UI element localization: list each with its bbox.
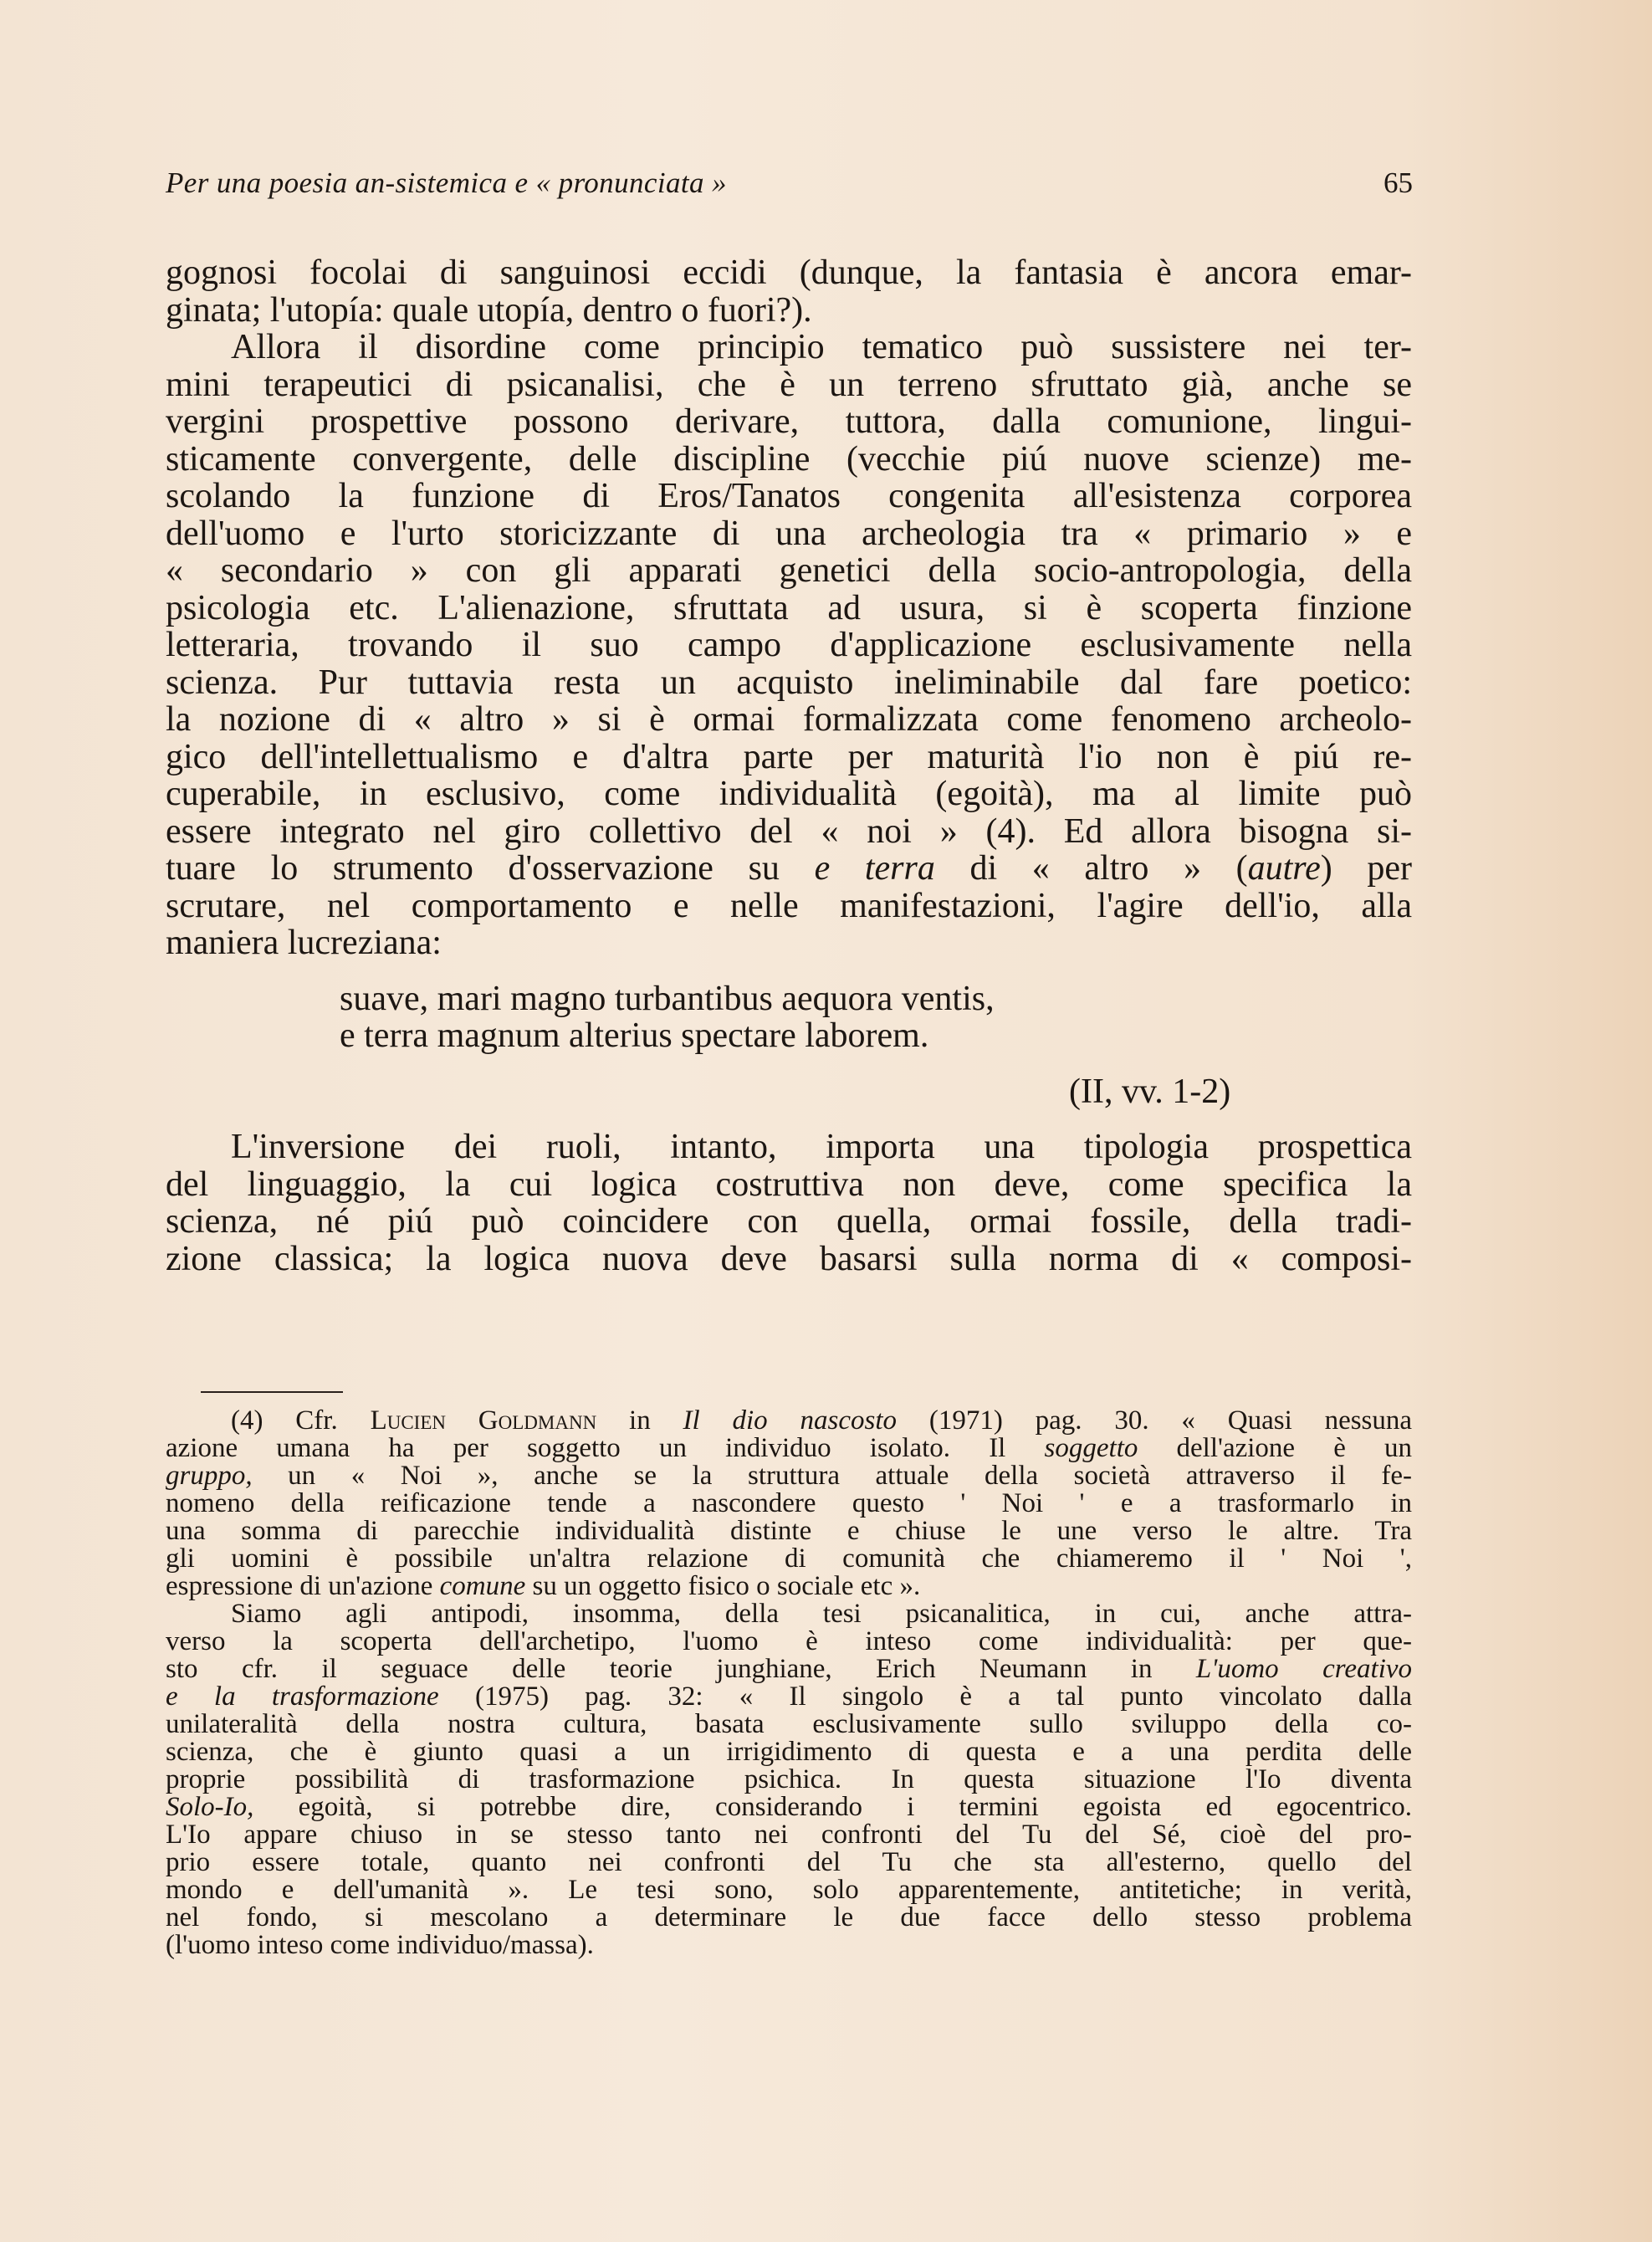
- text-span: (1975) pag. 32: « Il singolo è a tal punto vincolato dalla: [474, 1682, 1413, 1712]
- footnote-line: Siamo agli antipodi, insomma, della tesi psicanalitica, in cui, anche attra-: [231, 1599, 1412, 1629]
- italic-span: soggetto: [1044, 1433, 1138, 1463]
- text-line: del linguaggio, la cui logica costruttiva non deve, come specifica la: [166, 1165, 1412, 1204]
- footnote-line: una somma di parecchie individualità distinte e chiuse le une verso le altre. Tra: [166, 1516, 1412, 1546]
- text-span: di « altro »: [969, 849, 1202, 888]
- text-line: dell'uomo e l'urto storicizzante di una archeologia tra « primario » e: [166, 514, 1412, 553]
- italic-span: comune: [439, 1571, 526, 1601]
- footnote-line: [166, 1435, 1412, 1462]
- text-line: gico dell'intellettualismo e d'altra parte per maturità l'io non è piú re-: [166, 737, 1412, 776]
- footnote-line: [166, 1407, 1412, 1435]
- italic-span: Solo-Io,: [166, 1792, 254, 1822]
- text-line: vergini prospettive possono derivare, tuttora, dalla comunione, lingui-: [166, 402, 1412, 441]
- text-span: (4) Cfr.: [231, 1405, 338, 1436]
- author-name: Lucien Goldmann: [370, 1405, 597, 1436]
- footnote: [166, 1407, 1412, 1959]
- footnote-line: L'Io appare chiuso in se stesso tanto nei confronti del Tu del Sé, cioè del pro-: [166, 1820, 1412, 1850]
- text-span: per: [1367, 849, 1413, 888]
- text-line: mini terapeutici di psicanalisi, che è un terreno sfruttato già, anche se: [166, 365, 1412, 404]
- italic-span: L'uomo creativo: [1195, 1654, 1413, 1684]
- text-span: azione umana ha per soggetto un individuo isolato. Il: [166, 1433, 1006, 1463]
- text-line: scrutare, nel comportamento e nelle manifestazioni, l'agire dell'io, alla: [166, 886, 1412, 925]
- verse-line: e terra magnum alterius spectare laborem.: [340, 1016, 929, 1055]
- page-number: 65: [1383, 166, 1413, 199]
- spacer: [166, 1110, 1412, 1129]
- footnote-line: [166, 1656, 1412, 1683]
- footnote-line: gli uomini è possibile un'altra relazione di comunità che chiameremo il ' Noi ',: [166, 1543, 1412, 1574]
- footnote-line: [166, 1462, 1412, 1490]
- footnote-line: unilateralità della nostra cultura, basata esclusivamente sullo sviluppo della co-: [166, 1709, 1412, 1739]
- footnote-line: proprie possibilità di trasformazione psichica. In questa situazione l'Io diventa: [166, 1764, 1412, 1794]
- text-line: ginata; l'utopía: quale utopía, dentro o fuori?).: [166, 290, 812, 330]
- text-line: « secondario » con gli apparati genetici della socio-antropologia, della: [166, 551, 1412, 590]
- text-line: gognosi focolai di sanguinosi eccidi (dunque, la fantasia è ancora emar-: [166, 253, 1412, 292]
- footnote-line: (l'uomo inteso come individuo/massa).: [166, 1930, 594, 1960]
- text-line: sticamente convergente, delle discipline (vecchie piú nuove scienze) me-: [166, 439, 1412, 479]
- text-line: la nozione di « altro » si è ormai formalizzata come fenomeno archeolo-: [166, 700, 1412, 739]
- text-span: espressione di un'azione: [166, 1571, 433, 1601]
- text-line: scolando la funzione di Eros/Tanatos congenita all'esistenza corporea: [166, 477, 1412, 515]
- text-span: in: [629, 1405, 651, 1436]
- italic-span: e terra: [814, 849, 935, 888]
- text-span: egoità, si potrebbe dire, considerando i termini egoista ed egocentrico.: [298, 1792, 1412, 1822]
- text-span: un « Noi », anche se la struttura attuale della società attraverso il fe-: [288, 1461, 1413, 1491]
- running-title: Per una poesia an-sistemica e « pronunciata »: [166, 166, 727, 199]
- verse-reference: (II, vv. 1-2): [1069, 1072, 1231, 1111]
- footnote-line: [166, 1573, 1412, 1600]
- text-span: su un oggetto fisico o sociale etc ».: [532, 1571, 921, 1601]
- italic-span: e la trasformazione: [166, 1682, 439, 1712]
- italic-span: Il dio nascosto: [683, 1405, 898, 1436]
- text-span: sto cfr. il seguace delle teorie junghiane, Erich Neumann in: [166, 1654, 1153, 1684]
- footnote-divider: [201, 1391, 343, 1393]
- text-line: scienza. Pur tuttavia resta un acquisto ineliminabile dal fare poetico:: [166, 663, 1412, 702]
- text-span: tuare lo strumento d'osservazione su: [166, 849, 780, 888]
- text-line: letteraria, trovando il suo campo d'applicazione esclusivamente nella: [166, 626, 1412, 664]
- text-line: tuare lo strumento d'osservazione su e terra di « altro » (autre) per: [166, 849, 1413, 888]
- text-line: zione classica; la logica nuova deve basarsi sulla norma di « composi-: [166, 1239, 1412, 1278]
- text-line: scienza, né piú può coincidere con quella, ormai fossile, della tradi-: [166, 1202, 1412, 1241]
- spacer: [166, 1055, 1412, 1073]
- italic-span: autre: [1247, 849, 1321, 888]
- text-line: L'inversione dei ruoli, intanto, importa una tipologia prospettica: [231, 1128, 1412, 1166]
- main-text: [166, 254, 1412, 1277]
- italic-span: gruppo,: [166, 1461, 253, 1491]
- text-line: cuperabile, in esclusivo, come individualità (egoità), ma al limite può: [166, 775, 1412, 813]
- footnote-line: [166, 1683, 1412, 1711]
- text-span: (1971) pag. 30. « Quasi nessuna: [928, 1405, 1413, 1436]
- footnote-line: scienza, che è giunto quasi a un irrigidimento di questa e a una perdita delle: [166, 1737, 1412, 1767]
- verse-line: suave, mari magno turbantibus aequora ventis,: [340, 979, 995, 1018]
- footnote-line: mondo e dell'umanità ». Le tesi sono, solo apparentemente, antitetiche; in verità,: [166, 1875, 1412, 1905]
- footnote-line: nel fondo, si mescolano a determinare le due facce dello stesso problema: [166, 1902, 1412, 1932]
- text-line: psicologia etc. L'alienazione, sfruttata ad usura, si è scoperta finzione: [166, 588, 1412, 627]
- text-line: Allora il disordine come principio tematico può sussistere nei ter-: [231, 328, 1412, 366]
- text-span: dell'azione è un: [1176, 1433, 1413, 1463]
- text-line: essere integrato nel giro collettivo del « noi » (4). Ed allora bisogna si-: [166, 811, 1412, 851]
- footnote-line: [166, 1794, 1412, 1821]
- text-line: maniera lucreziana:: [166, 924, 442, 962]
- footnote-line: prio essere totale, quanto nei confronti del Tu che sta all'esterno, quello del: [166, 1847, 1412, 1877]
- footnote-line: verso la scoperta dell'archetipo, l'uomo è inteso come individualità: per que-: [166, 1626, 1412, 1656]
- footnote-line: nomeno della reificazione tende a nascondere questo ' Noi ' e a trasformarlo in: [166, 1488, 1412, 1518]
- spacer: [166, 962, 1412, 980]
